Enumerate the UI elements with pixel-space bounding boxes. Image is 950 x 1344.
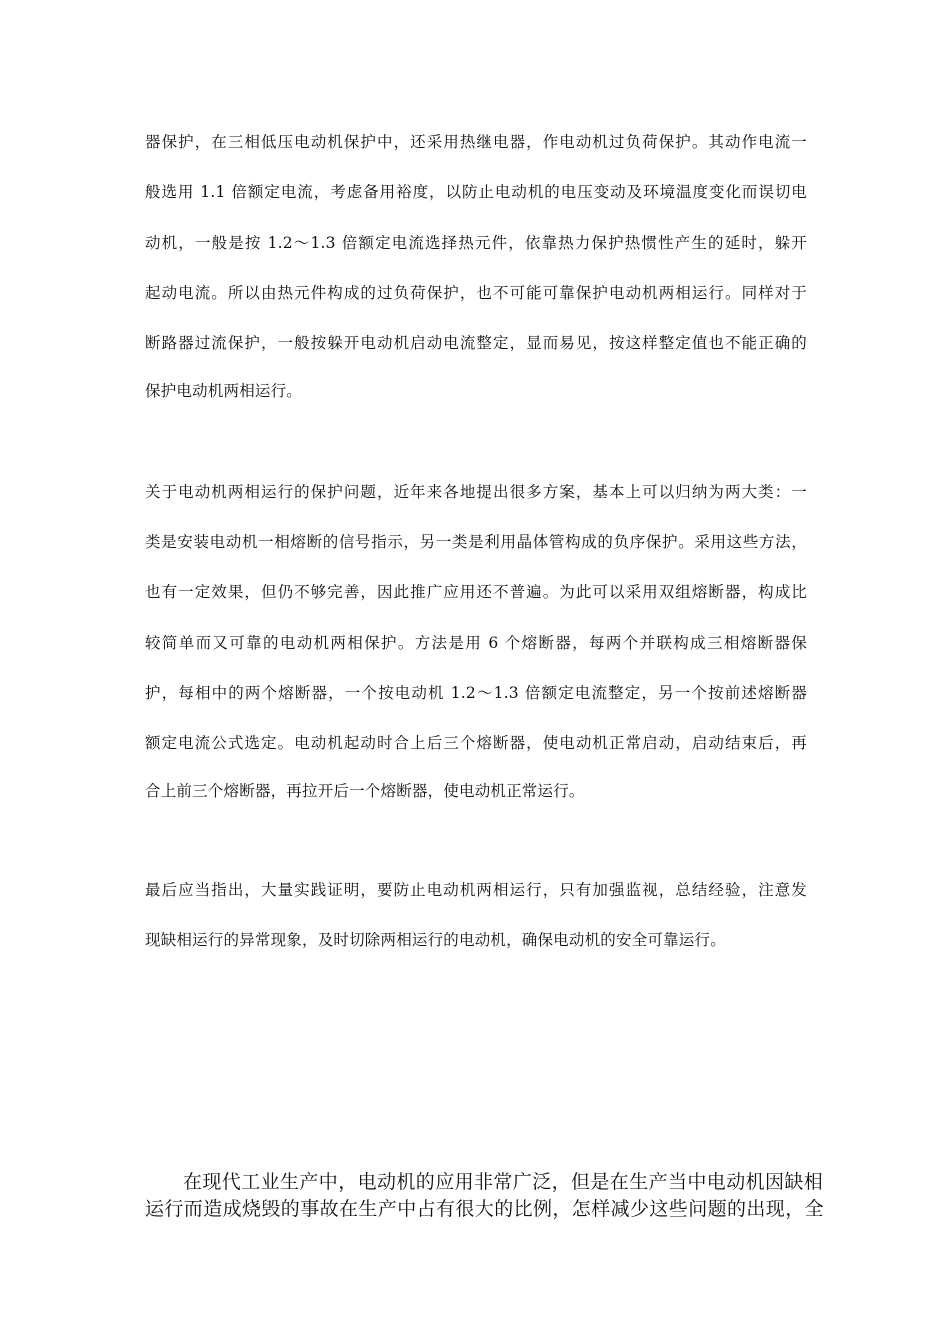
- text-line: 保护电动机两相运行。: [145, 382, 303, 400]
- text-line: 动机，一般是按 1.2～1.3 倍额定电流选择热元件，依靠热力保护热惯性产生的延时，躲开: [145, 234, 807, 252]
- text-line: 断路器过流保护，一般按躲开电动机启动电流整定，显而易见，按这样整定值也不能正确的: [145, 334, 807, 352]
- text-line: 关于电动机两相运行的保护问题，近年来各地提出很多方案，基本上可以归纳为两大类：一: [145, 483, 807, 501]
- text-line: 运行而造成烧毁的事故在生产中占有很大的比例，怎样减少这些问题的出现，全: [145, 1198, 825, 1220]
- text-line: 器保护，在三相低压电动机保护中，还采用热继电器，作电动机过负荷保护。其动作电流一: [145, 133, 807, 151]
- text-line: 护，每相中的两个熔断器，一个按电动机 1.2～1.3 倍额定电流整定，另一个按前述熔断器: [145, 684, 807, 702]
- text-line: 最后应当指出，大量实践证明，要防止电动机两相运行，只有加强监视，总结经验，注意发: [145, 881, 807, 899]
- text-line: 起动电流。所以由热元件构成的过负荷保护，也不可能可靠保护电动机两相运行。同样对于: [145, 284, 807, 302]
- text-line: 在现代工业生产中，电动机的应用非常广泛，但是在生产当中电动机因缺相: [183, 1171, 824, 1193]
- text-line: 较简单而又可靠的电动机两相保护。方法是用 6 个熔断器，每两个并联构成三相熔断器保: [145, 634, 807, 652]
- text-line: 也有一定效果，但仍不够完善，因此推广应用还不普遍。为此可以采用双组熔断器，构成比: [145, 583, 807, 601]
- text-line: 合上前三个熔断器，再拉开后一个熔断器，使电动机正常运行。: [145, 782, 585, 800]
- text-line: 额定电流公式选定。电动机起动时合上后三个熔断器，使电动机正常启动，启动结束后，再: [145, 734, 807, 752]
- text-line: 般选用 1.1 倍额定电流，考虑备用裕度，以防止电动机的电压变动及环境温度变化而误切电: [145, 183, 807, 201]
- text-line: 现缺相运行的异常现象，及时切除两相运行的电动机，确保电动机的安全可靠运行。: [145, 931, 726, 949]
- text-line: 类是安装电动机一相熔断的信号指示，另一类是利用晶体管构成的负序保护。采用这些方法，: [145, 533, 807, 551]
